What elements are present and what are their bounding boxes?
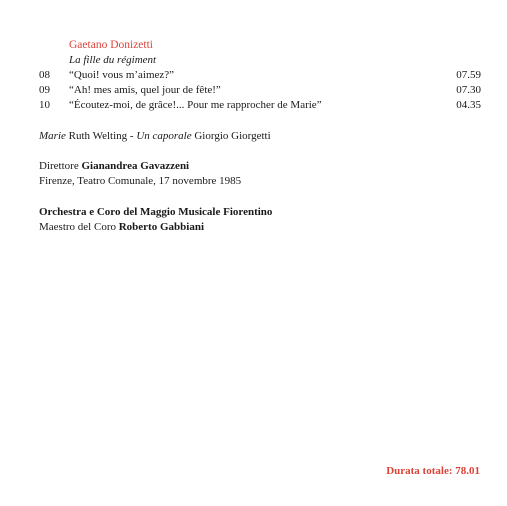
chorus-master-line [39,220,204,235]
conductor-label: Direttore [39,160,79,172]
opera-title: La fille du régiment [69,54,157,66]
track-title: “Ah! mes amis, quel jour de fête!” [69,84,221,96]
composer-name: Gaetano Donizetti [69,39,153,51]
track-number: 10 [39,99,50,111]
track-duration: 04.35 [456,99,481,111]
venue-line: Firenze, Teatro Comunale, 17 novembre 1985 [39,175,242,187]
track-duration: 07.30 [456,84,481,96]
cast-separator: - [127,130,137,142]
orchestra-line: Orchestra e Coro del Maggio Musicale Fiorentino [39,206,273,218]
track-duration: 07.59 [456,69,481,81]
track-row [39,68,481,83]
cast-role-2: Un caporale [136,130,192,142]
cast-line [39,129,271,143]
total-duration: Durata totale: 78.01 [386,465,480,477]
track-row [39,98,481,113]
track-number: 08 [39,69,50,81]
cast-singer-1: Ruth Welting [68,130,128,142]
chorus-master-name: Roberto Gabbiani [118,221,204,233]
cast-singer-2: Giorgio Giorgetti [194,130,271,142]
track-row [39,83,481,98]
chorus-master-label: Maestro del Coro [39,221,116,233]
track-title: “Écoutez-moi, de grâce!... Pour me rapprocher de Marie” [69,99,322,111]
track-number: 09 [39,84,50,96]
conductor-name: Gianandrea Gavazzeni [81,160,190,172]
track-title: “Quoi! vous m’aimez?” [69,69,175,81]
track-list [39,68,481,113]
conductor-line [39,159,189,174]
cast-role-1: Marie [39,130,66,142]
